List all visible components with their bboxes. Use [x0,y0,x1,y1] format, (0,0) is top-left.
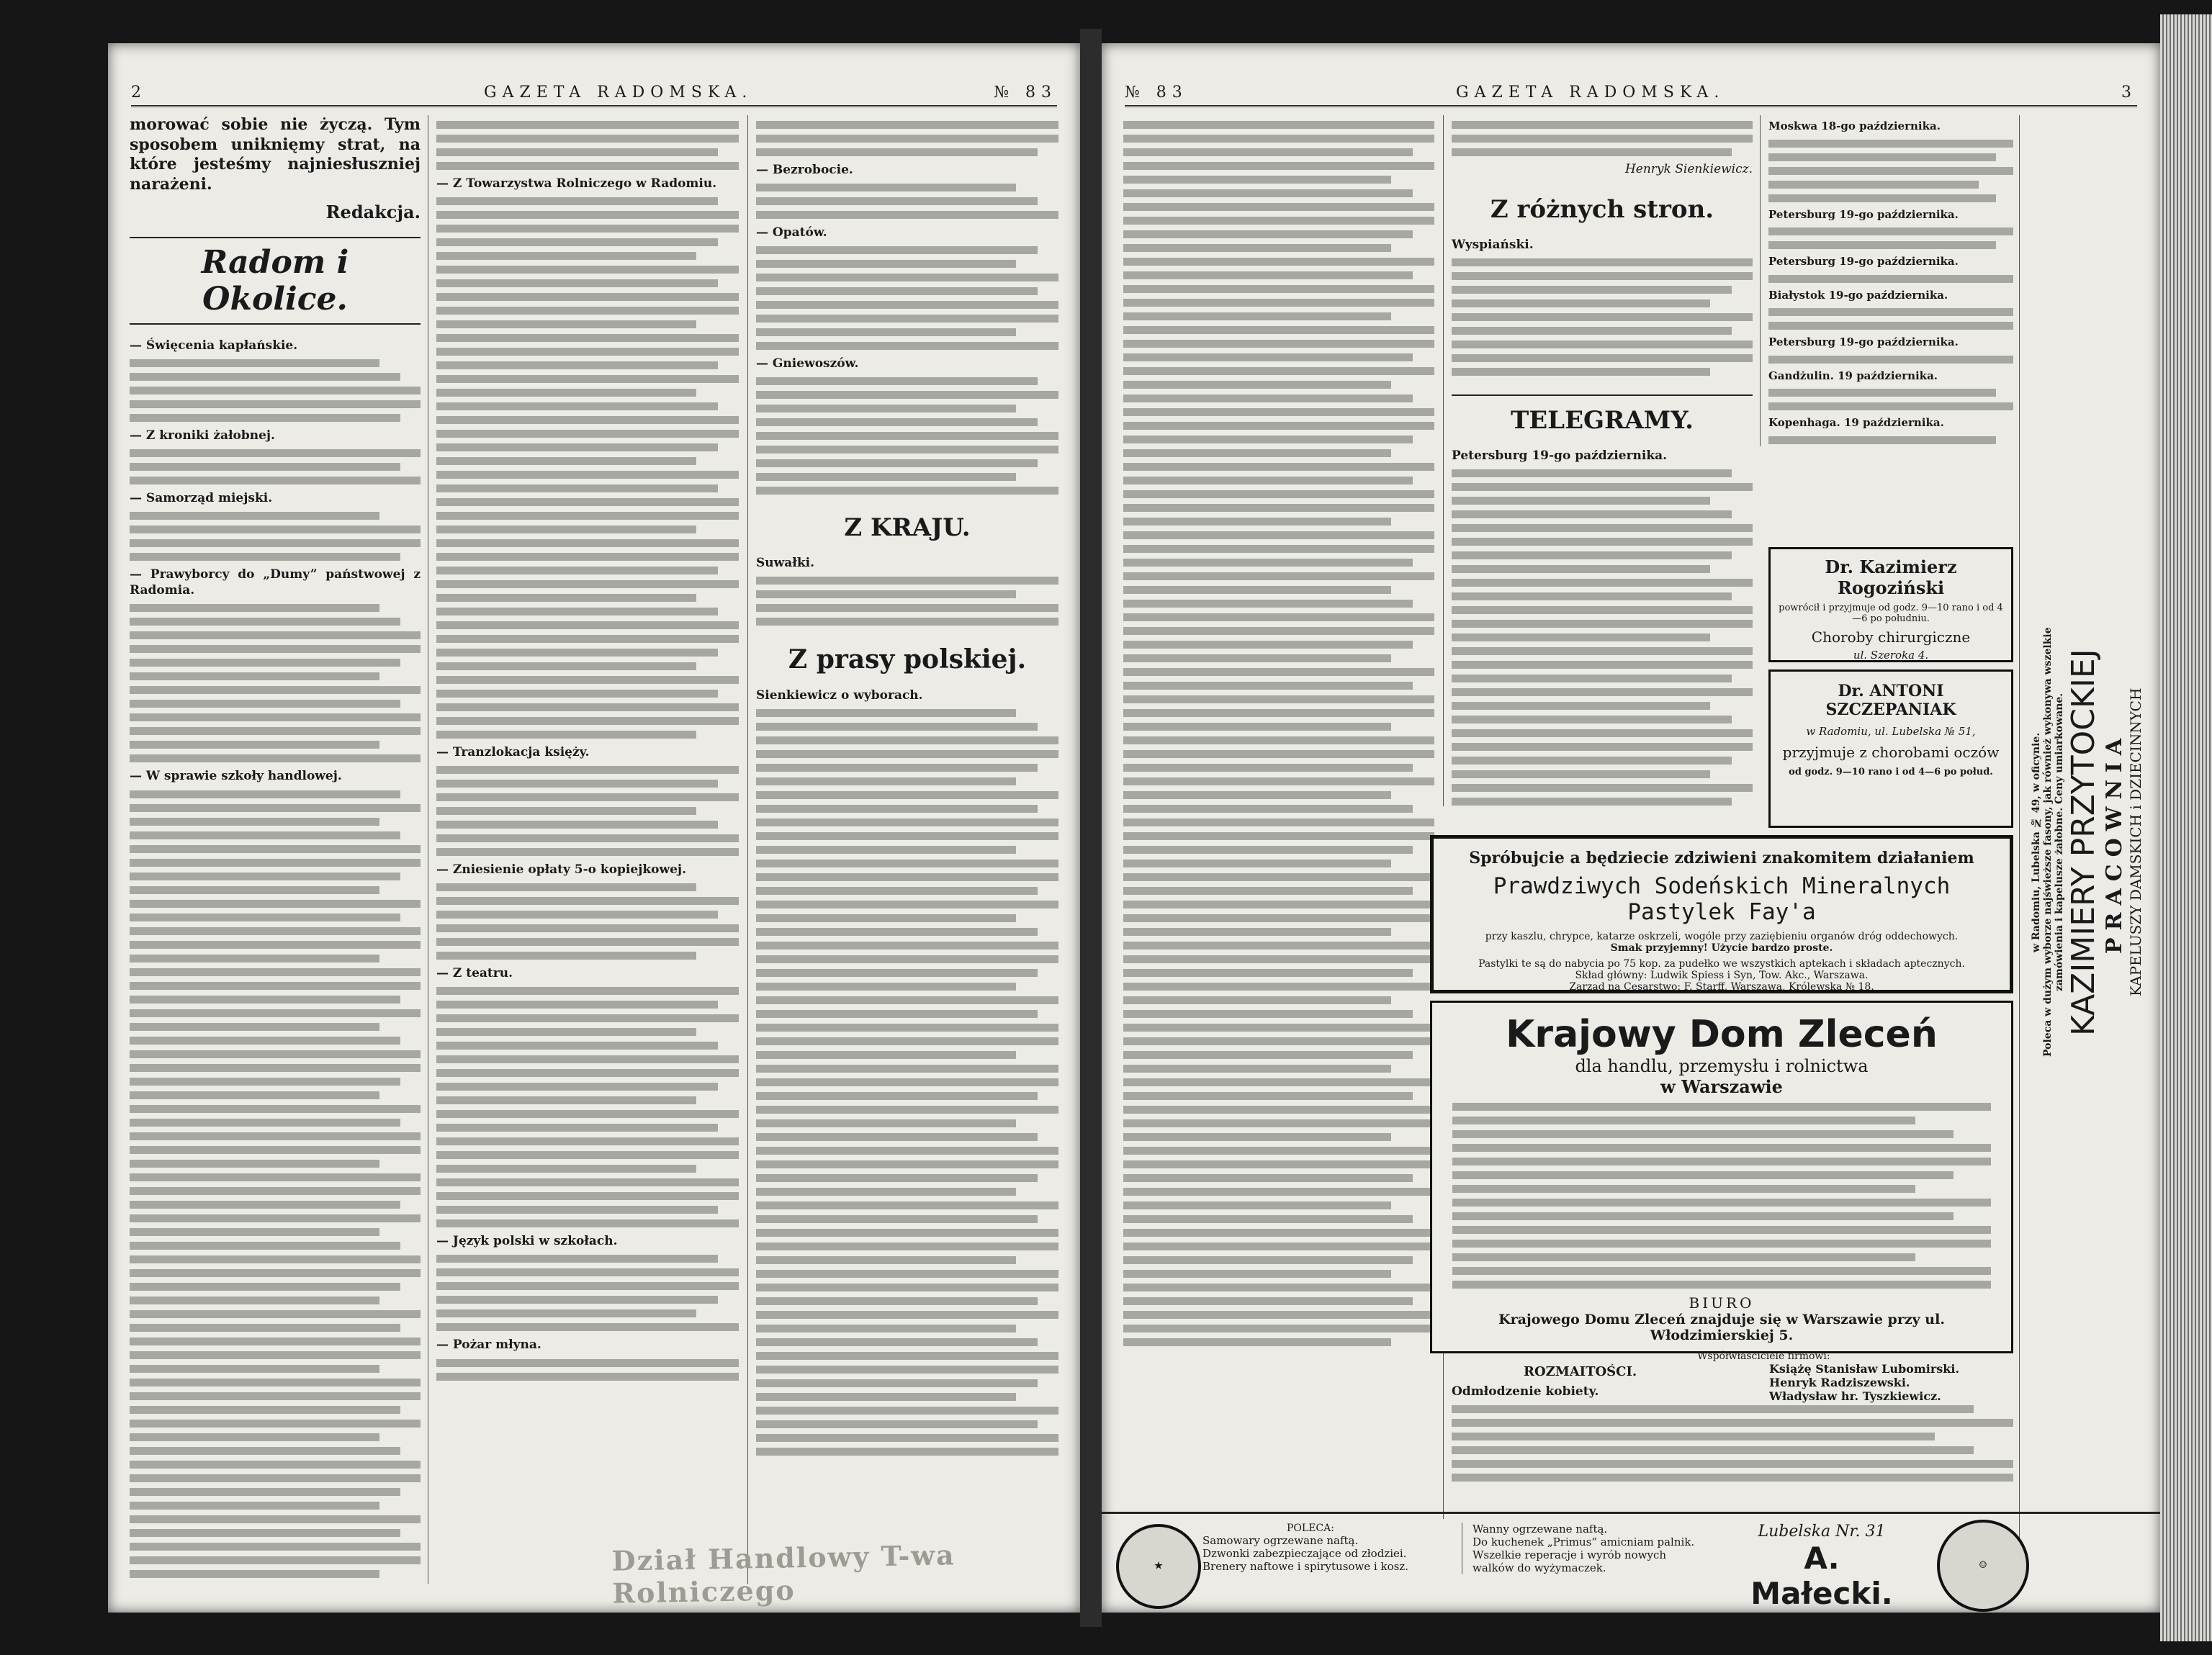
poleca-line: Samowary ogrzewane naftą. [1202,1534,1359,1547]
news-item: Odmłodzenie kobiety. [1452,1384,1599,1399]
telegram-item: Petersburg 19-go października. [1768,255,1959,268]
wanny-line: Do kuchenek „Primus” amicniam palnik. [1473,1536,1695,1548]
telegramy-title: TELEGRAMY. [1452,394,1753,435]
news-item: — Bezrobocie. [756,163,853,177]
news-item: — Tranzlokacja księży. [436,745,590,760]
news-item: — Z Towarzystwa Rolniczego w Radomiu. [436,176,717,191]
przytocki-ad [2031,115,2144,1569]
dom-zlecen-owners-label: Współwłaściciele firmowi: [1697,1350,1830,1362]
przytocki-heading: KAZIMIERY PRZYTOCKIEJ [2065,649,2102,1036]
pastylki-line: Skład główny: Ludwik Spiess i Syn, Tow. Akc., Warszawa. [1575,970,1869,981]
telegram-item: Kopenhaga. 19 października. [1768,416,1944,429]
doctor-name: Dr. ANTONI SZCZEPANIAK [1825,682,1956,719]
news-item: — Prawyborcy do „Dumy” państwowej z Radomia. [130,567,421,598]
news-item: — Samorząd miejski. [130,491,273,506]
news-item: — Pożar młyna. [436,1338,541,1353]
telegram-item: Petersburg 19-go października. [1768,335,1959,348]
pastylki-title: Prawdziwych Sodeńskich Mineralnych Pastylek Fay'a [1493,873,1951,925]
bottom-ads [1102,1512,2160,1613]
left-column-2 [436,115,739,1584]
news-item: — Święcenia kapłańskie. [130,338,298,353]
przytocki-line: zamówienia i kapelusze żałobne. Ceny umiarkowane. [2054,693,2065,992]
malecki-ad [1728,1523,1915,1611]
left-column-1 [130,115,421,1584]
rozmaitosci-section [1452,1364,2013,1519]
przytocki-line: Poleca w dużym wyborze najświeższe fasony, jak również wykonywa wszelkie [2042,627,2054,1058]
news-item: — Z kroniki żałobnej. [130,428,275,443]
redakcja-signature: Redakcja. [325,202,421,222]
faint-bleed-text: Dział Handlowy T-wa Rolniczego [611,1538,956,1610]
telegram-item: Petersburg 19-go października. [1768,207,1959,221]
author-signature: Henryk Sienkiewicz. [1624,162,1753,176]
stamp-logo: ★ [1116,1524,1201,1609]
wanny-ad [1462,1523,1710,1574]
owner-name: Henryk Radziszewski. [1769,1376,1910,1389]
doctor-szczepaniak-ad [1768,669,2013,828]
pastylki-ad [1430,835,2013,993]
intro-text: morować sobie nie życzą. Tym sposobem uniknięmy strat, na które jesteśmy najniesłuszniej narażeni. [130,115,421,194]
right-column-2 [1452,115,1753,806]
doctor-rogozinski-ad [1768,547,2013,662]
issue-number: № 83 [994,84,1057,102]
prasa-title: Z prasy polskiej. [788,644,1027,675]
section-title: Radom i Okolice. [130,237,421,325]
telegram-item: Białystok 19-go października. [1768,288,1948,302]
news-item: — Język polski w szkołach. [436,1234,618,1249]
doctor-hours: powrócił i przyjmuje od godz. 9—10 rano i od 4—6 po południu. [1779,603,2003,624]
portrait-logo: ☺ [1937,1520,2029,1612]
right-header [1125,81,2137,107]
right-column-3 [1768,115,2013,446]
doctor-specialty: Choroby chirurgiczne [1811,628,1971,646]
dom-zlecen-biuro: BIURO [1689,1294,1755,1312]
pastylki-line: Smak przyjemny! Użycie bardzo proste. [1610,942,1833,954]
right-column-1 [1123,115,1434,1519]
news-item: — Zniesienie opłaty 5-o kopiejkowej. [436,862,686,878]
right-page [1102,43,2160,1613]
malecki-name: A. Małecki. [1750,1541,1893,1611]
news-item: — Gniewoszów. [756,356,859,371]
doctor-name: Dr. Kazimierz Rogoziński [1825,556,1957,598]
telegram-item: Moskwa 18-go października. [1768,119,1941,132]
news-item: — W sprawie szkoły handlowej. [130,769,342,784]
masthead: GAZETA RADOMSKA. [484,84,753,102]
poleca-line: Brenery naftowe i spirytusowe i kosz. [1202,1560,1408,1573]
pastylki-line: Spróbujcie a będziecie zdziwieni znakomitem działaniem [1469,849,1974,867]
page-edges [2160,14,2212,1641]
rozmaitosci-title: ROZMAITOŚCI. [1524,1364,1637,1379]
poleca-ad [1202,1523,1419,1573]
poleca-line: Dzwonki zabezpieczające od złodziei. [1202,1547,1407,1560]
doctor-hours: od godz. 9—10 rano i od 4—6 po połud. [1789,767,1993,777]
masthead: GAZETA RADOMSKA. [1456,84,1725,102]
news-item: — Opatów. [756,225,827,240]
doctor-address: ul. Szeroka 4. [1853,649,1929,662]
issue-number: № 83 [1125,84,1188,102]
left-column-3 [756,115,1058,1584]
left-header [131,81,1057,107]
doctor-specialty: przyjmuje z chorobami oczów [1782,744,2000,761]
pastylki-line: Pastylki te są do nabycia po 75 kop. za pudełko we wszystkich aptekach i składach aptecznych. [1478,958,1965,970]
wanny-line: Wszelkie reperacje i wyrób nowych walków do wyżymaczek. [1473,1548,1667,1574]
dom-zlecen-biuro-line: Krajowego Domu Zleceń znajduje się w Warszawie przy ul. Włodzimierskiej 5. [1498,1312,1945,1343]
telegram-item: Gandżulin. 19 października. [1768,369,1938,382]
owner-name: Władysław hr. Tyszkiewicz. [1769,1389,1941,1403]
roznych-title: Z różnych stron. [1490,195,1714,224]
owner-name: Książę Stanisław Lubomirski. [1769,1362,1960,1376]
przytocki-sub: KAPELUSZY DAMSKICH i DZIECINNYCH [2127,687,2144,997]
dom-zlecen-city: w Warszawie [1660,1076,1783,1097]
wanny-line: Wanny ogrzewane naftą. [1473,1523,1608,1536]
news-item: Sienkiewicz o wyborach. [756,688,923,703]
pastylki-line: Zarząd na Cesarstwo: F. Starff, Warszawa, Królewska № 18. [1569,981,1874,993]
dom-zlecen-subtitle: dla handlu, przemysłu i rolnictwa [1575,1056,1869,1076]
malecki-address: Lubelska Nr. 31 [1758,1523,1886,1541]
page-number: 3 [2121,84,2137,102]
przytocki-pracownia: PRACOWNIA [2102,731,2127,954]
left-page [108,43,1080,1613]
doctor-address: w Radomiu, ul. Lubelska № 51, [1806,725,1976,738]
news-item: Suwałki. [756,556,814,571]
news-item: — Z teatru. [436,966,513,981]
kraj-title: Z KRAJU. [844,513,971,543]
pastylki-line: przy kaszlu, chrypce, katarze oskrzeli, wogóle przy zaziębieniu organów dróg oddechowych. [1485,931,1959,942]
news-item: Wyspiański. [1452,238,1534,252]
book-spine [1080,29,1102,1627]
news-item: Petersburg 19-go października. [1452,448,1668,464]
page-number: 2 [131,84,147,102]
dom-zlecen-title: Krajowy Dom Zleceń [1506,1013,1938,1056]
przytocki-line: w Radomiu, Lubelska № 49, w oficynie. [2031,732,2042,952]
poleca-title: POLECA: [1287,1523,1334,1534]
